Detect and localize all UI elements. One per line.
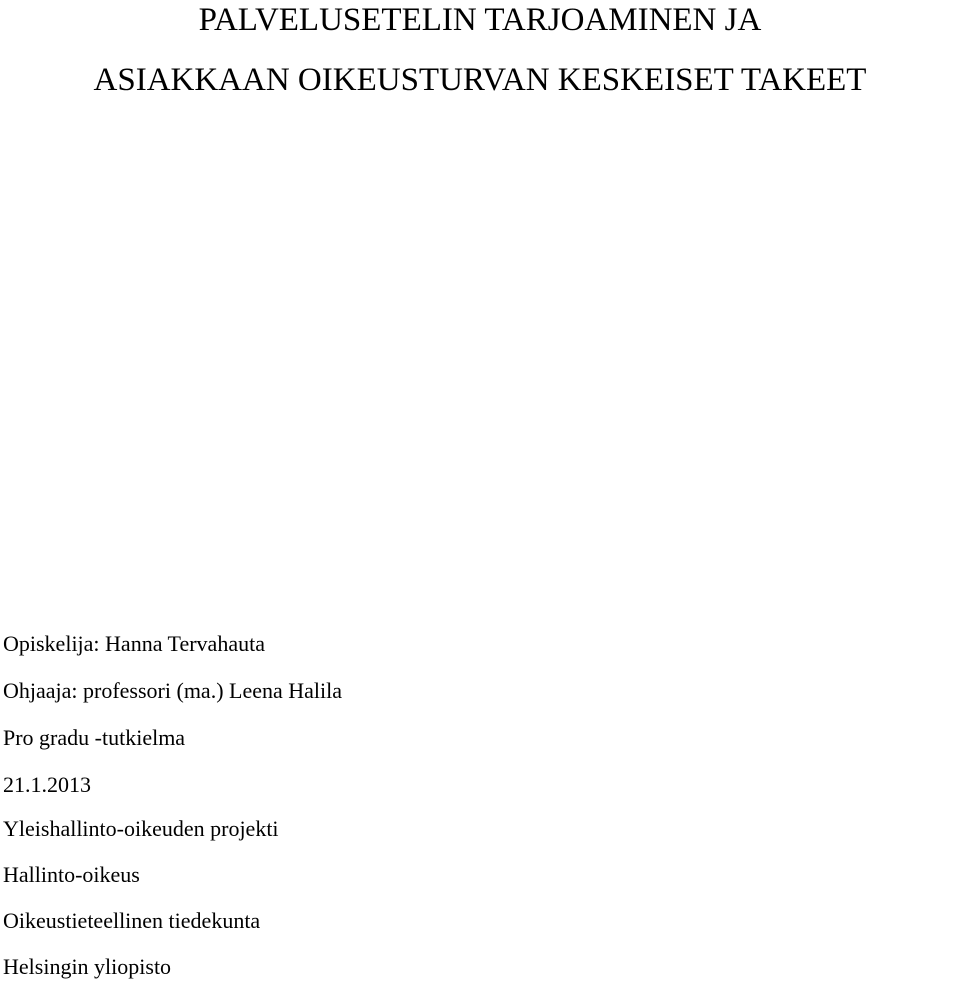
- document-title-line-1: PALVELUSETELIN TARJOAMINEN JA: [198, 2, 762, 38]
- project-line: Yleishallinto-oikeuden projekti: [3, 816, 279, 841]
- university-line: Helsingin yliopisto: [3, 954, 172, 979]
- date-line: 21.1.2013: [3, 772, 91, 797]
- thesis-type-line: Pro gradu -tutkielma: [3, 725, 186, 750]
- subject-line: Hallinto-oikeus: [3, 862, 140, 887]
- supervisor-line: Ohjaaja: professori (ma.) Leena Halila: [3, 678, 343, 703]
- student-line: Opiskelija: Hanna Tervahauta: [3, 631, 265, 656]
- document-title-line-2: ASIAKKAAN OIKEUSTURVAN KESKEISET TAKEET: [93, 62, 867, 98]
- faculty-line: Oikeustieteellinen tiedekunta: [3, 908, 261, 933]
